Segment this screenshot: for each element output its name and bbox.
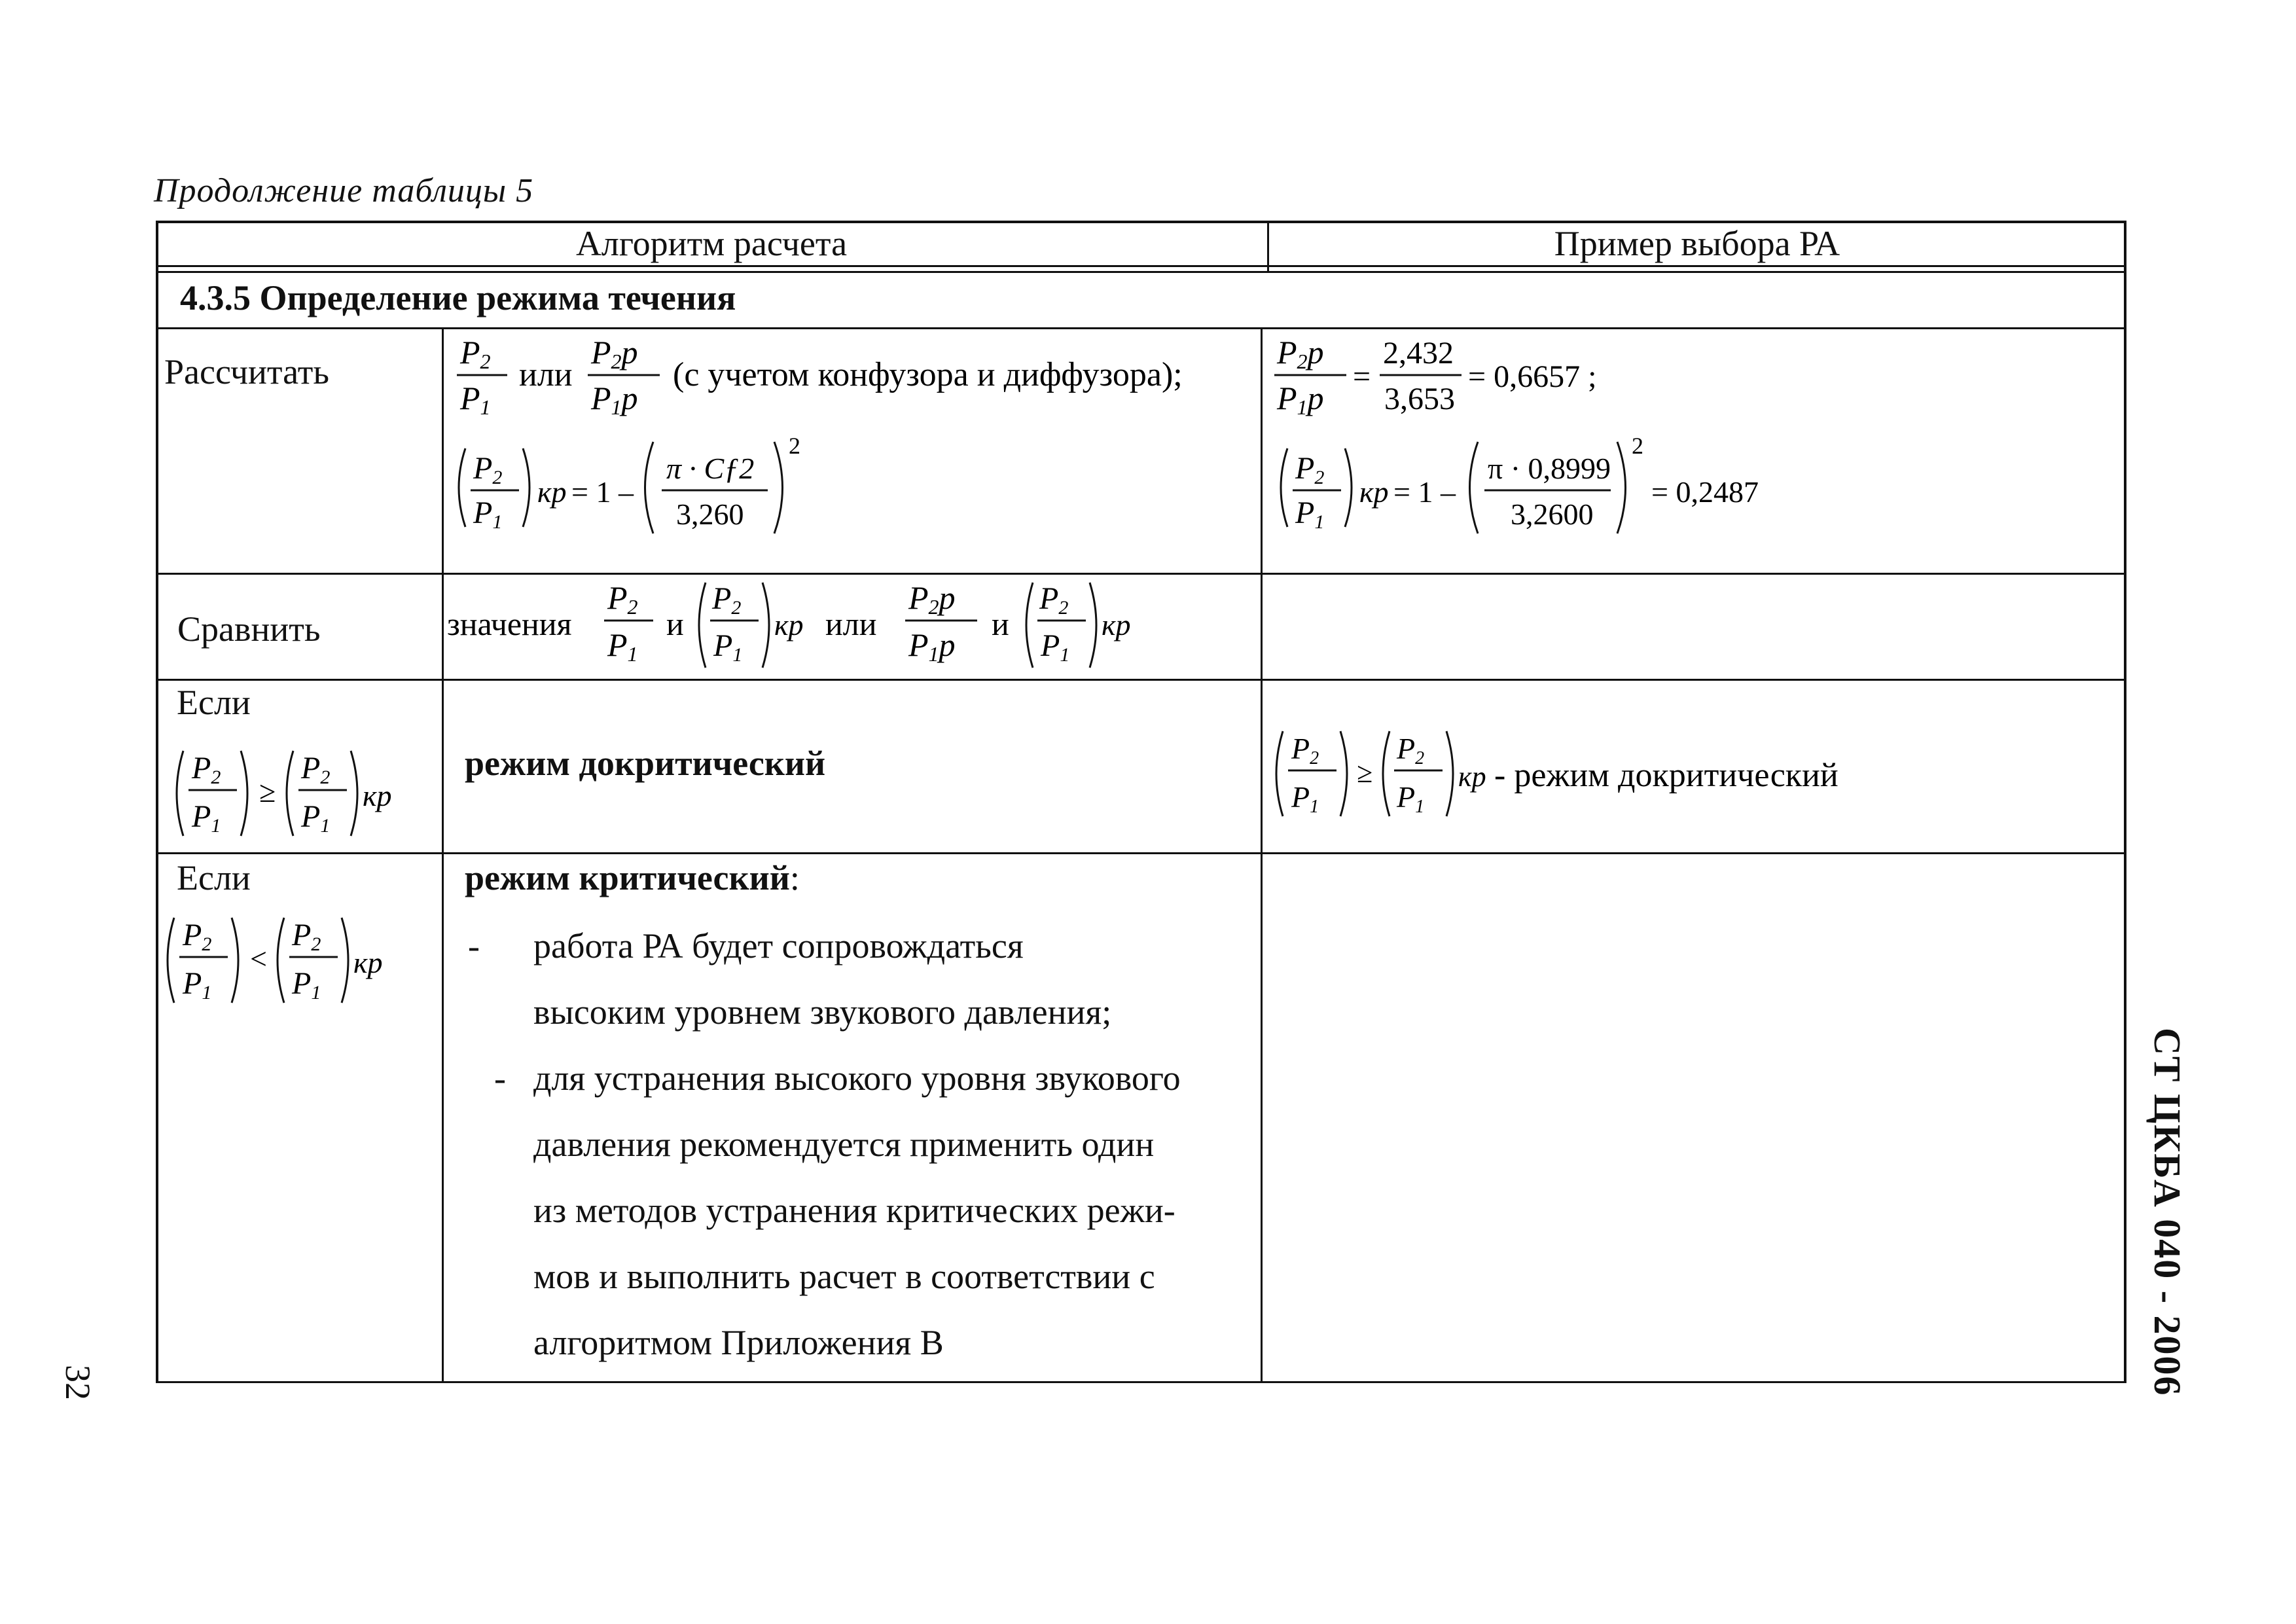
paren-left: [1281, 448, 1287, 527]
p1-symbol: P1: [607, 626, 638, 666]
list-dash: -: [468, 926, 480, 965]
list-item: [468, 1178, 1253, 1244]
critical-condition: [160, 905, 441, 1016]
paren-right: [1617, 442, 1626, 533]
critical-if-label: Если: [177, 858, 251, 897]
list-item: [468, 979, 1253, 1045]
paren-right: [1345, 448, 1352, 527]
equals-one-minus: = 1 –: [1393, 475, 1456, 509]
subcritical-example: [1268, 718, 2119, 829]
row-divider-1: [156, 573, 2126, 575]
p1-symbol: P1: [183, 966, 212, 1003]
header-divider: [156, 265, 2126, 267]
critical-notes-list: [468, 913, 1253, 1376]
paren-left: [1276, 731, 1283, 816]
p1-symbol: P1: [713, 628, 743, 666]
list-item: [468, 1244, 1253, 1310]
example-column-divider: [1261, 327, 1263, 1383]
paren-right: [232, 918, 238, 1003]
p2-symbol: P2: [460, 334, 491, 373]
paren-left: [645, 442, 654, 533]
header-divider-2: [156, 271, 2126, 273]
p2-symbol: P2: [292, 918, 321, 955]
paren-left: [287, 751, 293, 836]
p1-symbol: P1: [473, 496, 503, 533]
p2p-symbol: P2p: [591, 334, 638, 373]
row-divider-2: [156, 679, 2126, 681]
compare-and-2: и: [992, 605, 1009, 642]
p2-symbol: P2: [712, 581, 742, 619]
p1-symbol: P1: [1041, 628, 1070, 666]
list-item: [468, 1310, 1253, 1376]
paren-left: [177, 751, 183, 836]
p2-symbol: P2: [1291, 732, 1319, 768]
kr-subscript: кр: [774, 608, 804, 641]
p2-symbol: P2: [183, 918, 212, 955]
list-item-text: высоким уровнем звукового давления;: [533, 992, 1112, 1032]
table-border-right: [2124, 221, 2126, 1383]
paren-right: [1340, 731, 1347, 816]
calc-label: Рассчитать: [164, 352, 329, 391]
subcritical-example-text: - режим докритический: [1494, 757, 1839, 794]
p1-symbol: P1: [1397, 780, 1425, 817]
example-crit-numerator: π · 0,8999: [1488, 452, 1611, 485]
list-item-text: из методов устранения критических режи-: [533, 1191, 1175, 1230]
paren-left: [1383, 731, 1390, 816]
paren-right: [774, 442, 783, 533]
exponent-two: 2: [789, 433, 800, 459]
p1-symbol: P1: [1295, 496, 1325, 533]
table-caption: Продолжение таблицы 5: [154, 172, 534, 209]
paren-right: [762, 583, 769, 668]
paren-left: [1026, 583, 1033, 668]
subcritical-condition: [169, 738, 440, 849]
table-border-top: [156, 221, 2126, 223]
example-crit-result: = 0,2487: [1651, 475, 1759, 509]
paren-right: [342, 918, 348, 1003]
subcritical-result: режим докритический: [465, 744, 826, 783]
crit-denominator: 3,260: [676, 497, 744, 531]
paren-left: [278, 918, 284, 1003]
compare-or: или: [825, 605, 877, 642]
p2-symbol: P2: [1295, 451, 1325, 488]
calc-note: (с учетом конфузора и диффузора);: [673, 356, 1183, 393]
example-ratio-den: 3,653: [1384, 382, 1455, 416]
document-code: СТ ЦКБА 040 - 2006: [2146, 1028, 2189, 1397]
critical-result: [465, 859, 800, 897]
kr-subscript: кр: [537, 475, 567, 509]
p1-symbol: P1: [292, 966, 321, 1003]
compare-and-1: и: [666, 605, 684, 642]
p2-symbol: P2: [1397, 732, 1425, 768]
kr-subscript: кр: [353, 946, 383, 979]
p1-symbol: P1: [460, 380, 491, 419]
header-example: Пример выбора РА: [1554, 224, 1840, 263]
p2-symbol: P2: [607, 579, 638, 619]
kr-subscript: кр: [1102, 608, 1131, 641]
compare-label: Сравнить: [177, 609, 321, 649]
compare-formulas: [447, 576, 1259, 677]
paren-right: [1090, 583, 1096, 668]
p1p-symbol: P1p: [908, 626, 956, 666]
geq-sign: ≥: [259, 775, 276, 808]
list-item: [468, 1045, 1253, 1111]
p2-symbol: P2: [1039, 581, 1069, 619]
kr-subscript: кр: [1458, 761, 1486, 793]
exponent-two: 2: [1632, 433, 1643, 459]
compare-values-word: значения: [447, 605, 572, 642]
paren-left: [168, 918, 174, 1003]
page-number: 32: [58, 1365, 98, 1400]
paren-left: [699, 583, 706, 668]
list-dash: -: [494, 1058, 506, 1098]
example-crit-denominator: 3,2600: [1511, 497, 1594, 531]
paren-left: [459, 448, 465, 527]
p2p-symbol: P2p: [908, 579, 956, 619]
subcritical-if-label: Если: [177, 683, 251, 722]
label-column-divider: [442, 327, 444, 1383]
calc-formulas: [447, 331, 1259, 571]
example-ratio-result: = 0,6657 ;: [1468, 359, 1597, 394]
p2-symbol: P2: [192, 751, 221, 788]
list-item-text: мов и выполнить расчет в соответствии с: [533, 1257, 1155, 1296]
crit-numerator: π · Cƒ2: [666, 452, 755, 485]
list-item-text: давления рекомендуется применить один: [533, 1125, 1155, 1164]
kr-subscript: кр: [1359, 475, 1389, 509]
paren-right: [1446, 731, 1453, 816]
header-algorithm: Алгоритм расчета: [575, 224, 848, 263]
geq-sign: ≥: [1357, 757, 1373, 789]
example-ratio-num: 2,432: [1383, 336, 1454, 370]
equals-sign: =: [1353, 359, 1371, 394]
section-divider: [156, 327, 2126, 329]
critical-result-colon: :: [789, 858, 800, 897]
list-item-text: работа РА будет сопровождаться: [533, 926, 1024, 965]
p1p-symbol: P1p: [1277, 380, 1324, 419]
paren-right: [241, 751, 247, 836]
section-title: 4.3.5 Определение режима течения: [180, 278, 736, 317]
calc-example: [1265, 331, 2123, 571]
p2-symbol: P2: [473, 451, 503, 488]
lt-sign: <: [250, 942, 267, 975]
table-border-bottom: [156, 1381, 2126, 1383]
kr-subscript: кр: [363, 779, 392, 812]
equals-one-minus: = 1 –: [571, 475, 634, 509]
p1p-symbol: P1p: [591, 380, 638, 419]
p1-symbol: P1: [301, 799, 331, 837]
p1-symbol: P1: [192, 799, 221, 837]
p2-symbol: P2: [301, 751, 331, 788]
paren-right: [351, 751, 357, 836]
table-border-left: [156, 221, 158, 1383]
paren-left: [1470, 442, 1479, 533]
critical-result-bold: режим критический: [465, 858, 790, 897]
p2p-symbol: P2p: [1277, 334, 1324, 373]
calc-or: или: [519, 356, 573, 393]
list-item-text: для устранения высокого уровня звукового: [533, 1058, 1181, 1098]
list-item: [468, 913, 1253, 979]
list-item: [468, 1111, 1253, 1178]
list-item-text: алгоритмом Приложения В: [533, 1323, 944, 1362]
row-divider-3: [156, 852, 2126, 854]
paren-right: [523, 448, 529, 527]
p1-symbol: P1: [1291, 780, 1319, 817]
